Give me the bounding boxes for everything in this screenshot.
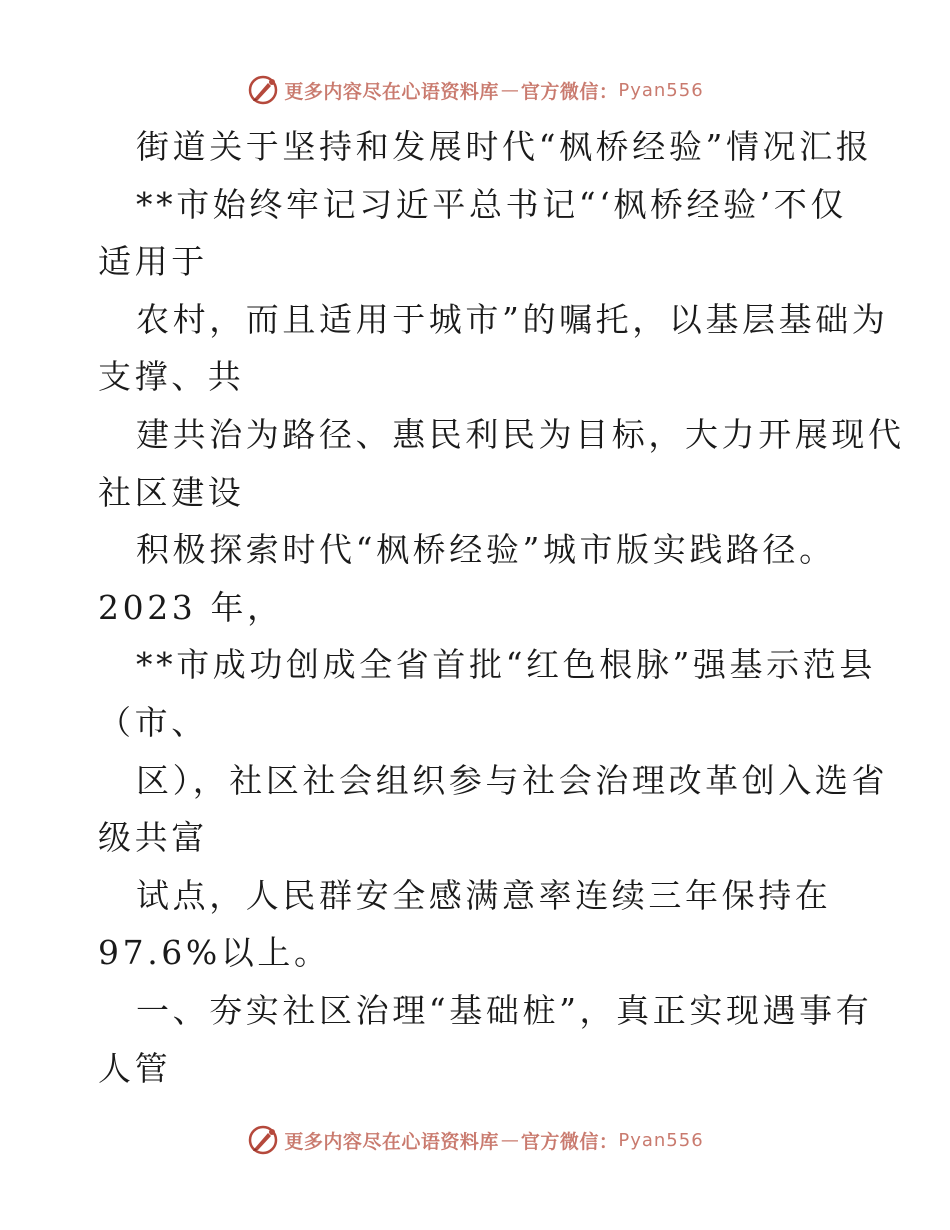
watermark-brand: 更多内容尽在心语资料库	[284, 80, 499, 103]
text-line: （市、	[98, 702, 208, 742]
text-line: **市成功创成全省首批“红色根脉”强基示范县	[136, 645, 876, 685]
document-title: 街道关于坚持和发展时代“枫桥经验”情况汇报	[136, 127, 873, 166]
text-line: 2023 年，	[98, 587, 284, 627]
watermark-brand: 更多内容尽在心语资料库	[284, 1130, 499, 1153]
text-line: 建共治为路径、惠民利民为目标，大力开展现代	[136, 414, 905, 454]
text-line: 区），社区社会组织参与社会治理改革创入选省	[136, 760, 889, 800]
text-line: 支撑、共	[98, 357, 245, 397]
text-line: **市始终牢记习近平总书记“‘枫桥经验’不仅	[136, 184, 848, 224]
text-line: 级共富	[98, 818, 208, 858]
text-line: 社区建设	[98, 472, 245, 512]
pen-logo-icon	[246, 73, 280, 107]
footer-watermark	[0, 1120, 950, 1160]
watermark-separator: —	[500, 79, 519, 101]
header-watermark	[0, 70, 950, 110]
watermark-separator: —	[500, 1129, 519, 1151]
document-body	[98, 118, 905, 1097]
text-line: 农村，而且适用于城市”的嘱托，以基层基础为	[136, 299, 889, 339]
watermark-wechat-label: 官方微信：	[520, 1130, 619, 1153]
pen-logo-icon	[246, 1123, 280, 1157]
watermark-wechat-id: Pyan556	[618, 1129, 704, 1151]
text-line: 积极探索时代“枫桥经验”城市版实践路径。	[136, 530, 836, 570]
watermark-wechat-label: 官方微信：	[520, 80, 619, 103]
text-line: 97.6%以上。	[98, 933, 331, 973]
watermark-wechat-id: Pyan556	[618, 79, 704, 101]
text-line: 试点，人民群安全感满意率连续三年保持在	[136, 875, 832, 915]
section-heading: 一、夯实社区治理“基础桩”，真正实现遇事有	[136, 990, 873, 1030]
text-line: 适用于	[98, 242, 208, 282]
text-line: 人管	[98, 1048, 172, 1088]
